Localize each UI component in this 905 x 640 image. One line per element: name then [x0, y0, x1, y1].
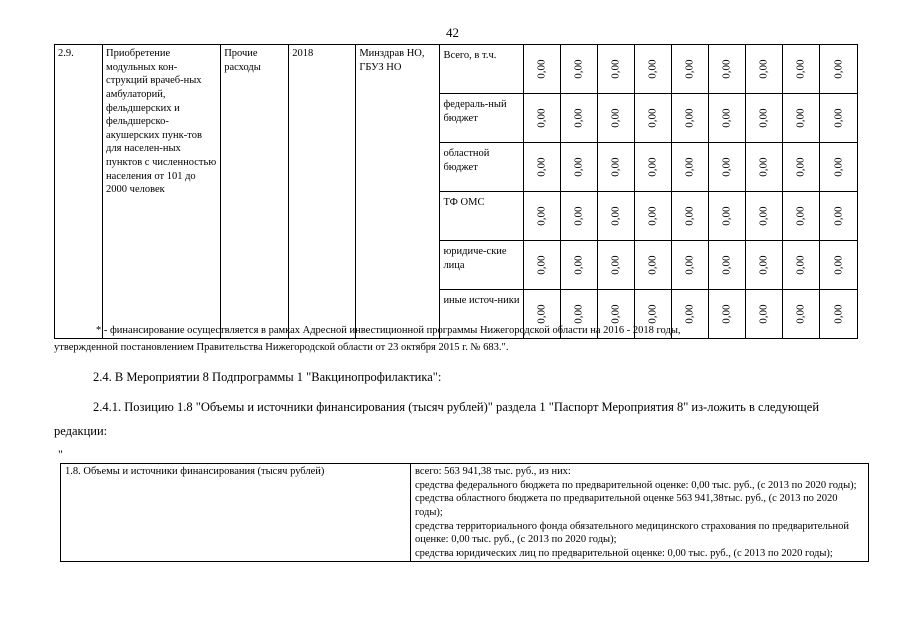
source-label: ТФ ОМС [440, 192, 523, 241]
source-label: Всего, в т.ч. [440, 45, 523, 94]
value-cell: 0,00 [560, 94, 597, 143]
value-cell: 0,00 [634, 241, 671, 290]
value-cell: 0,00 [560, 143, 597, 192]
value-cell: 0,00 [745, 192, 782, 241]
value-cell: 0,00 [523, 143, 560, 192]
table-row [61, 464, 869, 562]
value-cell: 0,00 [708, 290, 745, 339]
passport-table [60, 463, 869, 562]
source-label: областной бюджет [440, 143, 523, 192]
value-cell: 0,00 [745, 94, 782, 143]
value-cell: 0,00 [819, 290, 857, 339]
activity-name: Приобретение модульных кон-струкций врачеб-ных амбулаторий, фельдшерских и фельдшерско-акушерских пунк-тов для населен-ных пунктов с численностью населения от 101 до 2000 человек [103, 45, 221, 339]
paragraph-2-4-1: 2.4.1. Позицию 1.8 "Объемы и источники финансирования (тысяч рублей)" раздела 1 "Паспорт Мероприятия 8" из-ложить в следующей редакции: [54, 400, 820, 438]
value-cell: 0,00 [597, 290, 634, 339]
passport-details [411, 464, 869, 562]
value-cell: 0,00 [560, 192, 597, 241]
value-cell: 0,00 [634, 192, 671, 241]
financing-table [54, 44, 858, 339]
footnote-line-1: * - финансирование осуществляется в рамках Адресной инвестиционной программы Нижегородской области на 2016 - 2018 годы, [96, 325, 681, 336]
year: 2018 [289, 45, 356, 339]
value-cell: 0,00 [671, 241, 708, 290]
value-cell: 0,00 [708, 143, 745, 192]
passport-line: всего: 563 941,38 тыс. руб., из них: [415, 466, 571, 477]
value-cell: 0,00 [634, 143, 671, 192]
value-cell: 0,00 [745, 45, 782, 94]
passport-line: средства областного бюджета по предварительной оценке 563 941,38тыс. руб., (с 2013 по 2020 годы); [415, 493, 838, 518]
value-cell: 0,00 [523, 241, 560, 290]
value-cell: 0,00 [597, 192, 634, 241]
value-cell: 0,00 [745, 290, 782, 339]
value-cell: 0,00 [634, 290, 671, 339]
value-cell: 0,00 [782, 45, 819, 94]
value-cell: 0,00 [671, 192, 708, 241]
value-cell: 0,00 [819, 94, 857, 143]
value-cell: 0,00 [523, 290, 560, 339]
value-cell: 0,00 [523, 45, 560, 94]
value-cell: 0,00 [819, 143, 857, 192]
source-label: федераль-ный бюджет [440, 94, 523, 143]
value-cell: 0,00 [523, 94, 560, 143]
paragraph-2-4: 2.4. В Мероприятии 8 Подпрограммы 1 "Вакцинопрофилактика": [93, 370, 442, 384]
value-cell: 0,00 [708, 192, 745, 241]
value-cell: 0,00 [782, 290, 819, 339]
source-label: иные источ-ники [440, 290, 523, 339]
value-cell: 0,00 [745, 143, 782, 192]
passport-label: 1.8. Объемы и источники финансирования (тысяч рублей) [61, 464, 411, 562]
expense-category: Прочие расходы [221, 45, 289, 339]
value-cell: 0,00 [782, 192, 819, 241]
row-number: 2.9. [55, 45, 103, 339]
value-cell: 0,00 [634, 45, 671, 94]
value-cell: 0,00 [782, 143, 819, 192]
value-cell: 0,00 [671, 94, 708, 143]
value-cell: 0,00 [819, 192, 857, 241]
passport-line: средства юридических лиц по предварительной оценке: 0,00 тыс. руб., (с 2013 по 2020 годы); [415, 547, 833, 559]
value-cell: 0,00 [597, 241, 634, 290]
value-cell: 0,00 [782, 241, 819, 290]
passport-line: средства территориального фонда обязательного медицинского страхования по предварительной оценке: 0,00 тыс. руб., (с 2013 по 2020 годы); [415, 520, 849, 546]
value-cell: 0,00 [597, 45, 634, 94]
value-cell: 0,00 [782, 94, 819, 143]
quote-mark: " [58, 447, 63, 461]
footnote-line-2: утвержденной постановлением Правительства Нижегородской области от 23 октября 2015 г. № 683.". [54, 342, 509, 354]
value-cell: 0,00 [671, 143, 708, 192]
passport-line: средства федерального бюджета по предварительной оценке: 0,00 тыс. руб., (с 2013 по 2020 годы); [415, 479, 857, 491]
value-cell: 0,00 [597, 94, 634, 143]
value-cell: 0,00 [819, 241, 857, 290]
table-row [55, 45, 858, 94]
value-cell: 0,00 [708, 241, 745, 290]
value-cell: 0,00 [708, 45, 745, 94]
source-label: юридиче-ские лица [440, 241, 523, 290]
footnote [54, 322, 864, 357]
executor: Минздрав НО, ГБУЗ НО [356, 45, 440, 339]
page-number: 42 [446, 25, 459, 40]
value-cell: 0,00 [597, 143, 634, 192]
value-cell: 0,00 [671, 290, 708, 339]
value-cell: 0,00 [819, 45, 857, 94]
value-cell: 0,00 [560, 290, 597, 339]
value-cell: 0,00 [560, 45, 597, 94]
value-cell: 0,00 [523, 192, 560, 241]
value-cell: 0,00 [671, 45, 708, 94]
value-cell: 0,00 [634, 94, 671, 143]
value-cell: 0,00 [745, 241, 782, 290]
value-cell: 0,00 [708, 94, 745, 143]
value-cell: 0,00 [560, 241, 597, 290]
